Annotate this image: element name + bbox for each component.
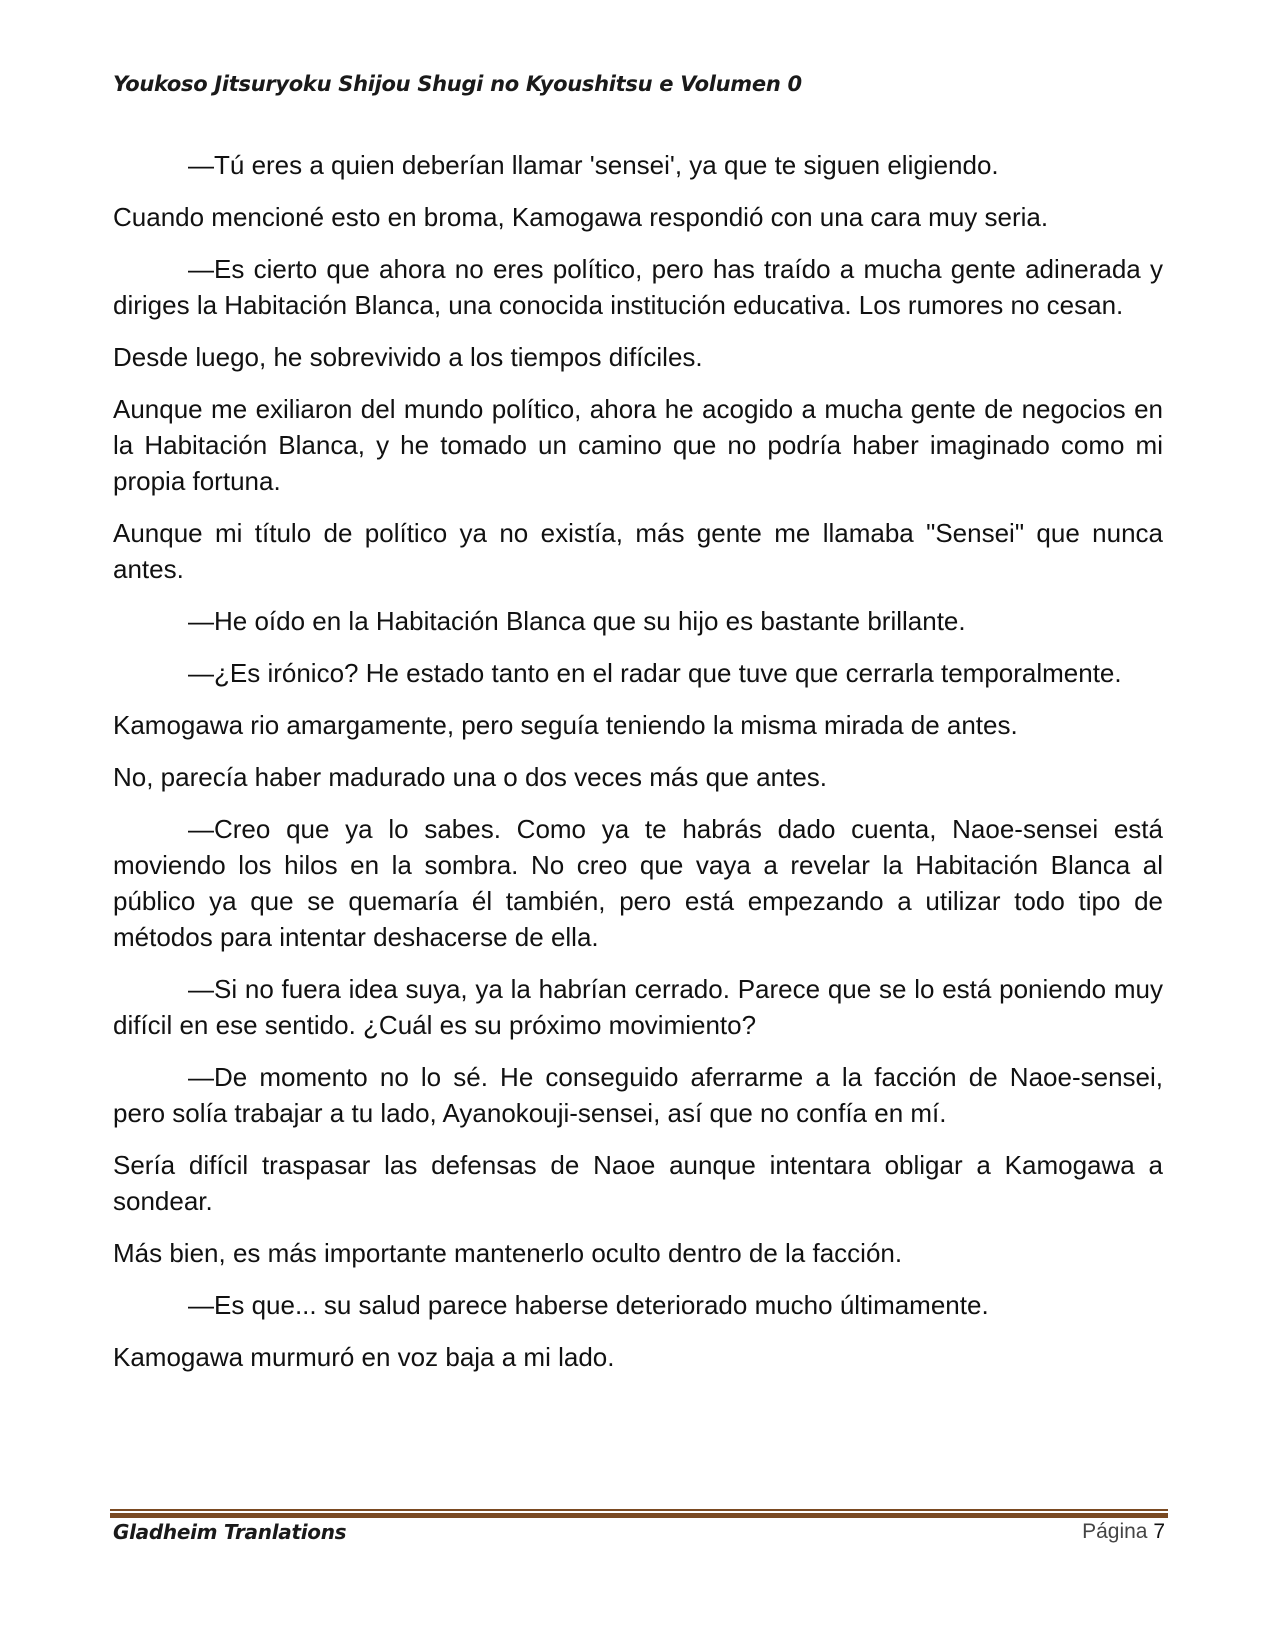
body-text [113, 147, 1163, 1391]
paragraph: Kamogawa rio amargamente, pero seguía teniendo la misma mirada de antes. [113, 710, 1018, 740]
paragraph: —He oído en la Habitación Blanca que su hijo es bastante brillante. [188, 606, 966, 636]
footer-divider [110, 1509, 1168, 1518]
paragraph: Kamogawa murmuró en voz baja a mi lado. [113, 1342, 615, 1372]
paragraph: No, parecía haber madurado una o dos veces más que antes. [113, 762, 827, 792]
paragraph: —Creo que ya lo sabes. Como ya te habrás dado cuenta, Naoe-sensei está moviendo los hilos en la sombra. No creo que vaya a revelar la Habitación Blanca al público ya que se quemaría él también, pero está empezando a utilizar todo tipo de métodos para intentar deshacerse de ella. [113, 814, 1163, 952]
paragraph: —Si no fuera idea suya, ya la habrían cerrado. Parece que se lo está poniendo muy difícil en ese sentido. ¿Cuál es su próximo movimiento? [113, 974, 1163, 1040]
running-header: Youkoso Jitsuryoku Shijou Shugi no Kyoushitsu e Volumen 0 [113, 72, 802, 96]
footer-credit: Gladheim Tranlations [113, 1520, 347, 1544]
paragraph: Aunque mi título de político ya no existía, más gente me llamaba "Sensei" que nunca antes. [113, 518, 1163, 584]
paragraph: Cuando mencioné esto en broma, Kamogawa respondió con una cara muy seria. [113, 202, 1049, 232]
paragraph: —Es cierto que ahora no eres político, pero has traído a mucha gente adinerada y diriges la Habitación Blanca, una conocida institución educativa. Los rumores no cesan. [113, 254, 1163, 320]
paragraph: —Es que... su salud parece haberse deteriorado mucho últimamente. [188, 1290, 989, 1320]
paragraph: Desde luego, he sobrevivido a los tiempos difíciles. [113, 342, 703, 372]
footer-divider-thin [110, 1509, 1168, 1511]
paragraph: Aunque me exiliaron del mundo político, ahora he acogido a mucha gente de negocios en la Habitación Blanca, y he tomado un camino que no podría haber imaginado como mi propia fortuna. [113, 394, 1163, 496]
paragraph: —Tú eres a quien deberían llamar 'sensei', ya que te siguen eligiendo. [188, 150, 999, 180]
footer-divider-thick [110, 1513, 1168, 1518]
page-label: Página [1082, 1520, 1148, 1543]
paragraph: —De momento no lo sé. He conseguido aferrarme a la facción de Naoe-sensei, pero solía trabajar a tu lado, Ayanokouji-sensei, así que no confía en mí. [113, 1062, 1163, 1128]
page-number-block [1082, 1520, 1165, 1544]
paragraph: —¿Es irónico? He estado tanto en el radar que tuve que cerrarla temporalmente. [188, 658, 1122, 688]
paragraph: Más bien, es más importante mantenerlo oculto dentro de la facción. [113, 1238, 903, 1268]
paragraph: Sería difícil traspasar las defensas de Naoe aunque intentara obligar a Kamogawa a sondear. [113, 1150, 1163, 1216]
page-number: 7 [1153, 1520, 1165, 1543]
